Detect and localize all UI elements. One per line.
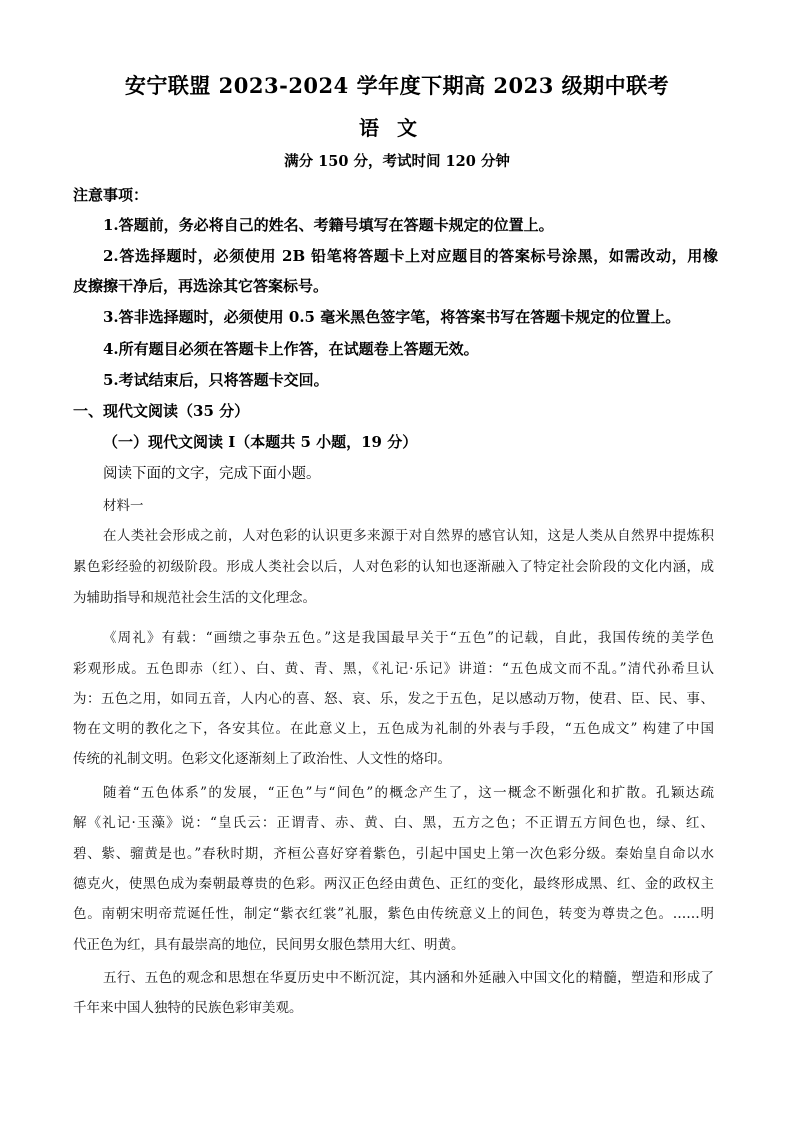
passage-line: 为辅助指导和规范社会生活的文化理念。	[73, 590, 316, 606]
notice-item-5: 5.考试结束后，只将答题卡交回。	[103, 371, 329, 389]
passage-line: 色。南朝宋明帝荒诞任性，制定“紫衣红裳”礼服，紫色由传统意义上的间色，转变为尊贵之色。……明	[73, 906, 714, 922]
passage-line: 为：五色之用，如同五音，人内心的喜、怒、哀、乐，发之于五色，足以感动万物，使君、臣、民、事、	[73, 691, 714, 707]
exam-title: 安宁联盟 2023-2024 学年度下期高 2023 级期中联考	[124, 73, 670, 98]
notice-item-3: 3.答非选择题时，必须使用 0.5 毫米黑色签字笔，将答案书写在答题卡规定的位置上。	[103, 308, 681, 326]
notice-item-1: 1.答题前，务必将自己的姓名、考籍号填写在答题卡规定的位置上。	[103, 216, 554, 234]
material-label: 材料一	[103, 498, 144, 514]
subject-title: 语文	[359, 116, 435, 140]
passage-line: 代正色为红，具有最崇高的地位，民间男女服色禁用大红、明黄。	[73, 937, 465, 953]
subsection-heading: （一）现代文阅读 I（本题共 5 小题，19 分）	[103, 433, 418, 451]
passage-line: 碧、紫、骝黄是也。”春秋时期，齐桓公喜好穿着紫色，引起中国史上第一次色彩分级。秦始皇自命以水	[73, 846, 714, 862]
notice-item-2-continued: 皮擦擦干净后，再选涂其它答案标号。	[73, 277, 329, 295]
notice-item-2: 2.答选择题时，必须使用 2B 铅笔将答题卡上对应题目的答案标号涂黑，如需改动，用橡	[103, 247, 718, 265]
passage-line: 传统的礼制文明。色彩文化逐渐刻上了政治性、人文性的烙印。	[73, 751, 451, 767]
passage-line: 在人类社会形成之前，人对色彩的认识更多来源于对自然界的感官认知，这是人类从自然界中提炼积	[103, 528, 714, 544]
passage-line: 《周礼》有载：“画缋之事杂五色。”这是我国最早关于“五色”的记载，自此，我国传统的美学色	[103, 630, 714, 646]
passage-line: 彩观形成。五色即赤（红）、白、黄、青、黑，《礼记·乐记》讲道：“五色成文而不乱。”清代孙希旦认	[73, 661, 714, 677]
passage-line: 随着“五色体系”的发展，“正色”与“间色”的概念产生了，这一概念不断强化和扩散。孔颖达疏	[103, 785, 714, 801]
passage-line: 物在文明的教化之下，各安其位。在此意义上，五色成为礼制的外表与手段，“五色成文” 构建了中国	[73, 721, 714, 737]
passage-line: 解《礼记·玉藻》说：“皇氏云：正谓青、赤、黄、白、黑，五方之色；不正谓五方间色也，绿、红、	[73, 815, 714, 831]
passage-line: 德克火，使黑色成为秦朝最尊贵的色彩。两汉正色经由黄色、正红的变化，最终形成黑、红、金的政权主	[73, 876, 714, 892]
passage-line: 千年来中国人独特的民族色彩审美观。	[73, 1000, 303, 1016]
notice-heading: 注意事项：	[73, 186, 149, 204]
score-time-line: 满分 150 分，考试时间 120 分钟	[284, 153, 510, 170]
reading-instruction: 阅读下面的文字，完成下面小题。	[103, 466, 321, 482]
section-heading: 一、现代文阅读（35 分）	[73, 402, 250, 420]
passage-line: 累色彩经验的初级阶段。形成人类社会以后，人对色彩的认知也逐渐融入了特定社会阶段的文化内涵，成	[73, 559, 714, 575]
notice-item-4: 4.所有题目必须在答题卡上作答，在试题卷上答题无效。	[103, 340, 479, 358]
passage-line: 五行、五色的观念和思想在华夏历史中不断沉淀，其内涵和外延融入中国文化的精髓，塑造和形成了	[103, 970, 714, 986]
